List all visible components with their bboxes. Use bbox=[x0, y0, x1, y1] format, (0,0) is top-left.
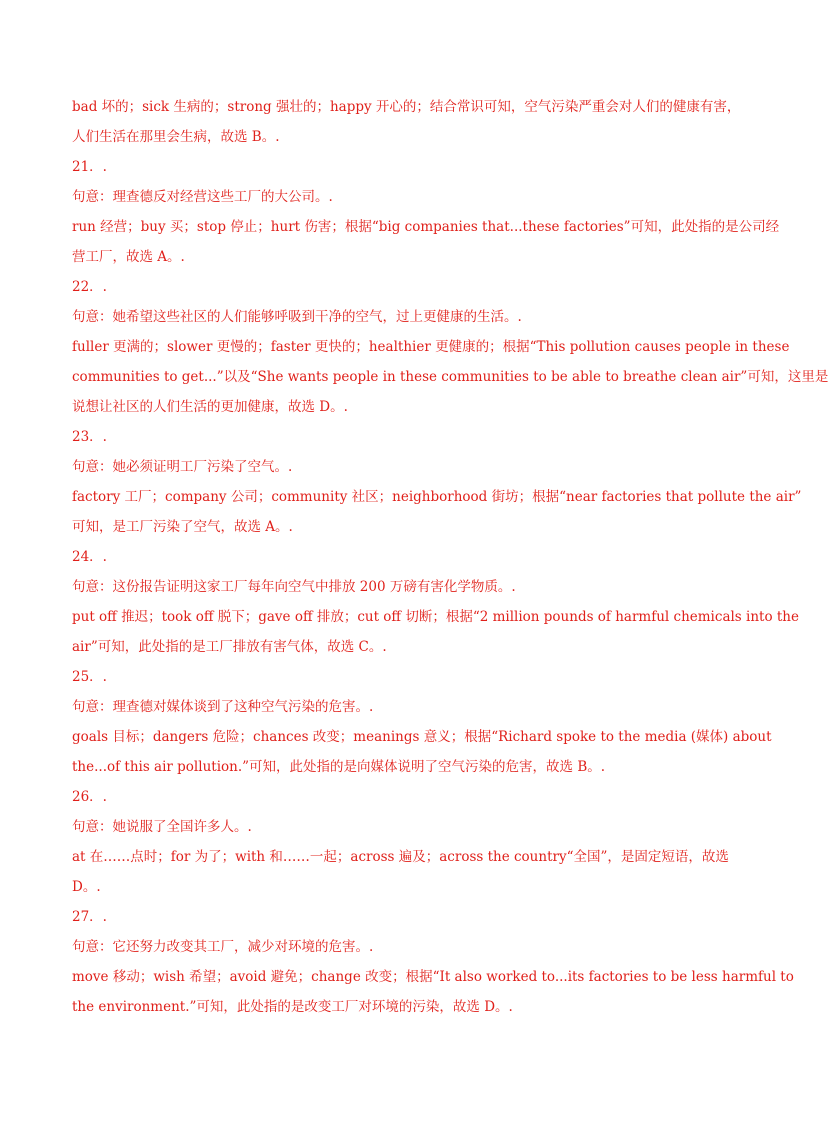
sentence-meaning: 句意：理查德反对经营这些工厂的大公司。. bbox=[72, 189, 333, 205]
question-number: 23．. bbox=[72, 429, 107, 445]
text-line: 营工厂，故选 A。. bbox=[72, 249, 185, 265]
sentence-meaning: 句意：她必须证明工厂污染了空气。. bbox=[72, 459, 293, 475]
text-line: the environment.”可知，此处指的是改变工厂对环境的污染，故选 D。. bbox=[72, 999, 513, 1015]
text-line: put off 推迟；took off 脱下；gave off 排放；cut off 切断；根据“2 million pounds of harmful chemicals into the bbox=[72, 609, 799, 625]
question-number: 24．. bbox=[72, 549, 107, 565]
text-line: move 移动；wish 希望；avoid 避免；change 改变；根据“It also worked to...its factories to be less harmful to bbox=[72, 969, 794, 985]
text-line: 人们生活在那里会生病，故选 B。. bbox=[72, 129, 280, 145]
question-number: 25．. bbox=[72, 669, 107, 685]
sentence-meaning: 句意：理查德对媒体谈到了这种空气污染的危害。. bbox=[72, 699, 374, 715]
text-line: 说想让社区的人们生活的更加健康，故选 D。. bbox=[72, 399, 348, 415]
text-line: D。. bbox=[72, 879, 101, 895]
text-line: the...of this air pollution.”可知，此处指的是向媒体说明了空气污染的危害，故选 B。. bbox=[72, 759, 606, 775]
sentence-meaning: 句意：它还努力改变其工厂，减少对环境的危害。. bbox=[72, 939, 374, 955]
text-line: fuller 更满的；slower 更慢的；faster 更快的；healthier 更健康的；根据“This pollution causes people in these bbox=[72, 339, 790, 355]
text-line: goals 目标；dangers 危险；chances 改变；meanings 意义；根据“Richard spoke to the media (媒体) about bbox=[72, 729, 772, 745]
question-number: 27．. bbox=[72, 909, 107, 925]
question-number: 21．. bbox=[72, 159, 107, 175]
text-line: run 经营；buy 买；stop 停止；hurt 伤害；根据“big companies that...these factories”可知，此处指的是公司经 bbox=[72, 219, 780, 235]
text-line: bad 坏的；sick 生病的；strong 强壮的；happy 开心的；结合常识可知，空气污染严重会对人们的健康有害， bbox=[72, 99, 741, 115]
text-line: factory 工厂；company 公司；community 社区；neighborhood 街坊；根据“near factories that pollute the air” bbox=[72, 489, 802, 505]
text-line: at 在……点时；for 为了；with 和……一起；across 遍及；across the country“全国”，是固定短语，故选 bbox=[72, 849, 729, 865]
text-line: air”可知，此处指的是工厂排放有害气体，故选 C。. bbox=[72, 639, 387, 655]
question-number: 26．. bbox=[72, 789, 107, 805]
sentence-meaning: 句意：这份报告证明这家工厂每年向空气中排放 200 万磅有害化学物质。. bbox=[72, 579, 516, 595]
text-line: communities to get...”以及“She wants people in these communities to be able to breathe clean air”可知，这里是 bbox=[72, 369, 828, 385]
text-line: 可知，是工厂污染了空气，故选 A。. bbox=[72, 519, 293, 535]
question-number: 22．. bbox=[72, 279, 107, 295]
sentence-meaning: 句意：她说服了全国许多人。. bbox=[72, 819, 252, 835]
sentence-meaning: 句意：她希望这些社区的人们能够呼吸到干净的空气，过上更健康的生活。. bbox=[72, 309, 522, 325]
answer-explanations bbox=[72, 92, 828, 1022]
